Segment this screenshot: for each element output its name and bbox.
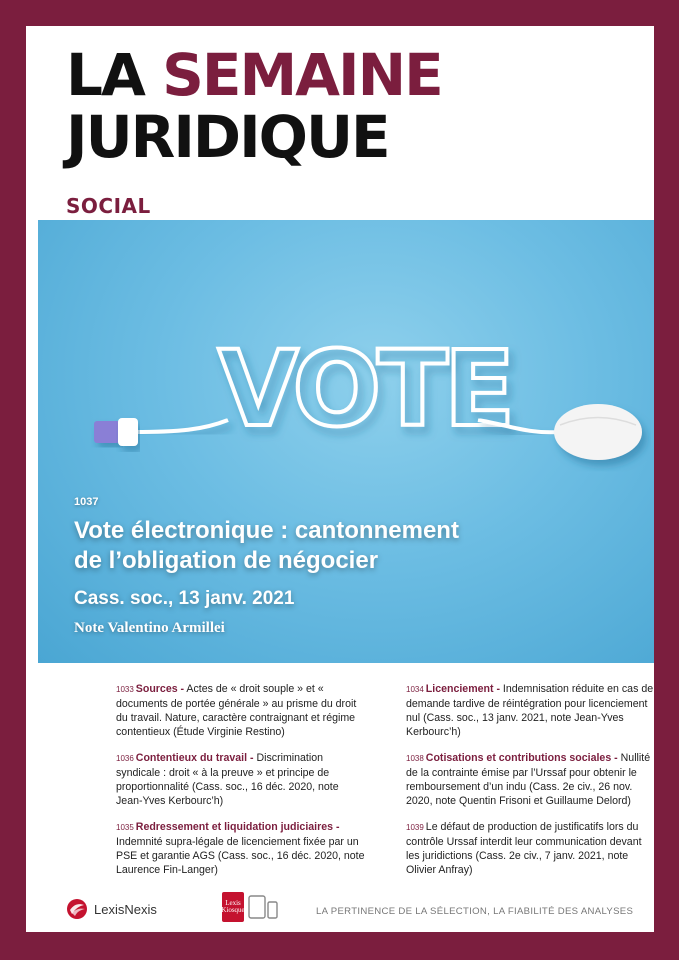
toc-entry-heading: Cotisations et contributions sociales -: [425, 752, 618, 764]
masthead-line-1: [66, 41, 442, 109]
masthead-word-la: LA: [66, 41, 144, 109]
lexis-kiosque-badge[interactable]: [222, 892, 244, 922]
toc-entry-heading: Sources -: [135, 683, 185, 695]
footer: [26, 892, 654, 932]
feature-reference: Cass. soc., 13 janv. 2021: [74, 588, 295, 609]
toc-entry-text: Discrimination syndicale : droit « à la preuve » et principe de proportionnalité (Cass. soc., 16 déc. 2020, note Jean-Yves Kerbourc’h): [116, 752, 339, 807]
masthead-line-2: JURIDIQUE: [66, 103, 389, 171]
lexisnexis-brand[interactable]: [66, 898, 157, 920]
kiosk-label-line2: Kiosque: [221, 906, 245, 914]
toc-entry-number: 1039: [406, 823, 424, 832]
toc-entry-number: 1038: [406, 754, 424, 763]
feature-number: 1037: [74, 496, 99, 508]
masthead: [66, 41, 442, 171]
tagline: LA PERTINENCE DE LA SÉLECTION, LA FIABILITÉ DES ANALYSES: [316, 906, 634, 917]
toc-entry-number: 1035: [116, 823, 134, 832]
toc-entry-heading: Contentieux du travail -: [135, 752, 254, 764]
cover-image: [38, 220, 654, 663]
feature-title: [74, 516, 459, 576]
toc-entry[interactable]: [116, 820, 366, 877]
toc-entry-text: Nullité de la contrainte émise par l’Urssaf pour obtenir le remboursement d’un indu (Cass. 2e civ., 26 nov. 2020, note Quentin Frisoni et Guillaume Delord): [406, 752, 651, 807]
lexisnexis-logo-icon: [66, 898, 88, 920]
toc-entry-text: Indemnité supra-légale de licenciement fixée par un PSE et garantie AGS (Cass. soc., 16 déc. 2020, note Laurence Fin-Langer): [116, 836, 365, 876]
toc-entry[interactable]: [406, 820, 656, 877]
toc-entry-heading: Licenciement -: [425, 683, 500, 695]
toc-entry-text: Indemnisation réduite en cas de demande tardive de réintégration pour licenciement nul (Cass. soc., 13 janv. 2021, note Jean-Yves Kerbourc’h): [406, 683, 654, 738]
brand-name: LexisNexis: [94, 901, 157, 917]
toc-entry[interactable]: [116, 751, 366, 808]
feature-note-author: Note Valentino Armillei: [74, 620, 225, 636]
toc-entry-number: 1036: [116, 754, 134, 763]
toc-entry-text: Actes de « droit souple » et « documents de portée générale » au prisme du droit du travail. Nature, caractère contraignant et régime contentieux (Étude Virginie Restino): [116, 683, 357, 738]
cover-vote-text: VOTE: [218, 328, 512, 450]
toc-left-column: [116, 682, 366, 889]
toc-entry-heading: Redressement et liquidation judiciaires -: [135, 821, 340, 833]
masthead-word-semaine: SEMAINE: [162, 41, 442, 109]
feature-title-line-2: de l’obligation de négocier: [74, 547, 379, 574]
toc-entry[interactable]: [406, 682, 656, 739]
feature-article[interactable]: [74, 496, 459, 637]
toc-entry-text: Le défaut de production de justificatifs lors du contrôle Urssaf interdit leur communication devant les juridictions (Cass. 2e civ., 7 janv. 2021, note Olivier Anfray): [406, 821, 642, 876]
section-label: SOCIAL: [66, 194, 151, 218]
devices-icon: [248, 894, 278, 920]
toc-entry-number: 1034: [406, 685, 424, 694]
toc-entry[interactable]: [116, 682, 366, 739]
toc-entry-number: 1033: [116, 685, 134, 694]
toc-entry[interactable]: [406, 751, 656, 808]
feature-title-line-1: Vote électronique : cantonnement: [74, 517, 459, 544]
toc-right-column: [406, 682, 656, 889]
kiosk-label-line1: Lexis: [225, 899, 241, 907]
